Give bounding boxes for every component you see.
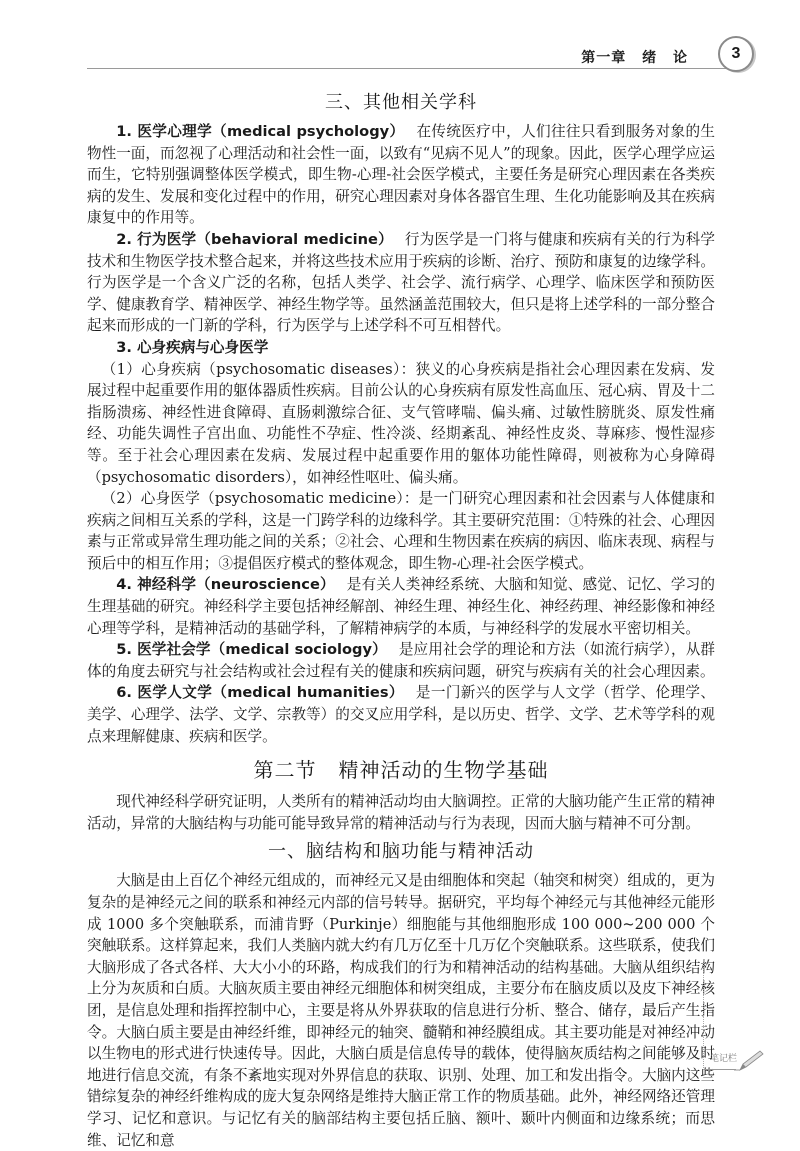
paragraph <box>87 574 715 639</box>
notes-column <box>703 960 764 1070</box>
paragraph: （2）心身医学（psychosomatic medicine）：是一门研究心理因素和社会因素与人体健康和疾病之间相互关系的学科，这是一门跨学科的边缘科学。其主要研究范围：①特殊的社会、心理因素与正常或异常生理功能之间的关系；②社会、心理和生物因素在疾病的病因、临床表现、病程与预后中的相互作用；③提倡医疗模式的整体观念，即生物-心理-社会医学模式。 <box>87 490 715 572</box>
pencil-icon <box>734 1048 768 1072</box>
running-header <box>87 40 741 69</box>
section-heading: 三、其他相关学科 <box>325 92 477 113</box>
paragraph <box>87 682 715 747</box>
item-heading: 3. 心身疾病与心身医学 <box>116 338 269 356</box>
notes-label: 笔记栏 <box>710 1054 738 1064</box>
notes-underline <box>704 1069 736 1070</box>
page-number: 3 <box>718 36 754 72</box>
paragraph-text: 行为医学是一门将与健康和疾病有关的行为科学技术和生物医学技术整合起来，并将这些技术应用于疾病的诊断、治疗、预防和康复的边缘学科。行为医学是一个含义广泛的名称，包括人类学、社会学、流行病学、心理学、临床医学和预防医学、健康教育学、精神医学、神经生物学等。虽然涵盖范围较大，但只是将上述学科的一部分整合起来而形成的一门新的学科，行为医学与上述学科不可互相替代。 <box>87 230 715 335</box>
item-heading: 6. 医学人文学（medical humanities） <box>116 684 404 702</box>
paragraph-text: 在传统医疗中，人们往往只看到服务对象的生物性一面，而忽视了心理活动和社会性一面，以致有“见病不见人”的现象。因此，医学心理学应运而生，它特别强调整体医学模式，即生物-心理-社会医学模式，主要任务是研究心理因素在各类疾病的发生、发展和变化过程中的作用，研究心理因素对身体各器官生理、生化功能影响及其在疾病康复中的作用等。 <box>87 123 715 227</box>
item-heading: 5. 医学社会学（medical sociology） <box>116 641 387 659</box>
paragraph <box>87 337 715 359</box>
paragraph-text: 是一门新兴的医学与人文学（哲学、伦理学、美学、心理学、法学、文学、宗教等）的交叉应用学科，是以历史、哲学、文学、艺术等学科的观点来理解健康、疾病和医学。 <box>87 684 715 745</box>
section-number: 第二节 <box>253 758 317 783</box>
page-body <box>87 91 715 1151</box>
paragraph: （1）心身疾病（psychosomatic diseases）：狭义的心身疾病是指社会心理因素在发病、发展过程中起重要作用的躯体器质性疾病。目前公认的心身疾病有原发性高血压、冠心病、胃及十二指肠溃疡、神经性进食障碍、直肠刺激综合征、支气管哮喘、偏头痛、过敏性膀胱炎、原发性痛经、功能失调性子宫出血、功能性不孕症、性冷淡、经期紊乱、神经性皮炎、荨麻疹、慢性湿疹等。至于社会心理因素在发病、发展过程中起重要作用的躯体功能性障碍，则被称为心身障碍（psychosomatic disorders），如神经性呕吐、偏头痛。 <box>87 360 715 486</box>
item-heading: 1. 医学心理学（medical psychology） <box>116 123 405 140</box>
paragraph <box>87 639 715 682</box>
paragraph-text: 是有关人类神经系统、大脑和知觉、感觉、记忆、学习的生理基础的研究。神经科学主要包括神经解剖、神经生理、神经生化、神经药理、神经影像和神经心理等学科，是精神活动的基础学科，了解精神病学的本质，与神经科学的发展水平密切相关。 <box>87 576 715 637</box>
subsection-heading: 一、脑结构和脑功能与精神活动 <box>268 841 534 863</box>
paragraph: 现代神经科学研究证明，人类所有的精神活动均由大脑调控。正常的大脑功能产生正常的精神活动，异常的大脑结构与功能可能导致异常的精神活动与行为表现，因而大脑与精神不可分割。 <box>87 793 715 832</box>
chapter-title: 第一章 绪 论 <box>581 50 688 66</box>
paragraph <box>87 229 715 337</box>
item-heading: 4. 神经科学（neuroscience） <box>116 576 335 594</box>
paragraph <box>87 121 715 229</box>
section-name: 精神活动的生物学基础 <box>338 758 549 783</box>
item-heading: 2. 行为医学（behavioral medicine） <box>116 230 393 248</box>
paragraph: 大脑是由上百亿个神经元组成的，而神经元又是由细胞体和突起（轴突和树突）组成的，更为复杂的是神经元之间的联系和神经元内部的信号转导。据研究，平均每个神经元与其他神经元能形成 1000 多个突触联系，而浦肯野（Purkinje）细胞能与其他细胞形成 100 000~200 000 个突触联系。这样算起来，我们人类脑内就大约有几万亿至十几万亿个突触联系。这些联系，使我们大脑形成了各式各样、大大小小的环路，构成我们的行为和精神活动的结构基础。大脑从组织结构上分为灰质和白质。大脑灰质主要由神经元细胞体和树突组成，主要分布在脑皮质以及皮下神经核团，是信息处理和指挥控制中心，主要是将从外界获取的信息进行分析、整合、储存，最后产生指令。大脑白质主要是由神经纤维，即神经元的轴突、髓鞘和神经膜组成。其主要功能是对神经冲动以生物电的形式进行快速传导。因此，大脑白质是信息传导的载体，使得脑灰质结构之间能够及时地进行信息交流，有条不紊地实现对外界信息的获取、识别、处理、加工和发出指令。大脑内这些错综复杂的神经纤维构成的庞大复杂网络是维持大脑正常工作的物质基础。此外，神经网络还管理学习、记忆和意识。与记忆有关的脑部结构主要包括丘脑、额叶、颞叶内侧面和边缘系统；而思维、记忆和意 <box>87 872 715 1149</box>
paragraph-text: 是应用社会学的理论和方法（如流行病学），从群体的角度去研究与社会结构或社会过程有关的健康和疾病问题，研究与疾病有关的社会心理因素。 <box>87 641 716 680</box>
section-title <box>87 757 715 783</box>
